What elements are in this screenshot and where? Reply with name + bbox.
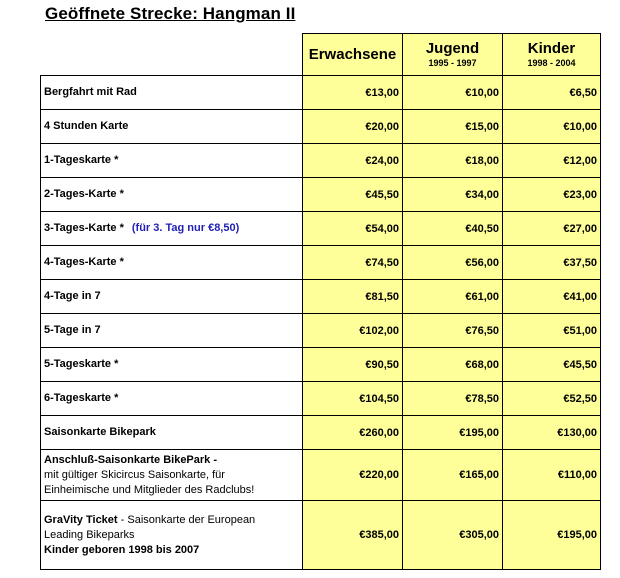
row-label: 2-Tages-Karte * xyxy=(44,188,124,200)
row-label: 4 Stunden Karte xyxy=(44,120,129,132)
price-cell: €6,50 xyxy=(503,76,601,110)
table-row xyxy=(41,314,601,348)
row-label: Anschluß-Saisonkarte BikePark - xyxy=(44,453,218,466)
price-cell: €76,50 xyxy=(403,314,503,348)
row-label-cell xyxy=(41,212,303,246)
price-cell: €68,00 xyxy=(403,348,503,382)
price-cell: €130,00 xyxy=(503,416,601,450)
price-cell: €37,50 xyxy=(503,246,601,280)
row-label: 3-Tages-Karte * xyxy=(44,222,124,234)
table-row xyxy=(41,110,601,144)
row-footer: Kinder geboren 1998 bis 2007 xyxy=(44,543,200,556)
price-cell: €41,00 xyxy=(503,280,601,314)
price-cell: €52,50 xyxy=(503,382,601,416)
header-years: 1998 - 2004 xyxy=(527,58,576,68)
price-cell: €27,00 xyxy=(503,212,601,246)
price-cell: €110,00 xyxy=(503,450,601,501)
row-label: 4-Tages-Karte * xyxy=(44,256,124,268)
price-cell: €385,00 xyxy=(303,501,403,570)
header-kinder xyxy=(503,34,601,76)
price-cell: €24,00 xyxy=(303,144,403,178)
price-cell: €195,00 xyxy=(403,416,503,450)
row-label-cell xyxy=(41,348,303,382)
price-cell: €90,50 xyxy=(303,348,403,382)
header-jugend xyxy=(403,34,503,76)
price-cell: €45,50 xyxy=(503,348,601,382)
row-label: 5-Tage in 7 xyxy=(44,324,101,336)
price-cell: €195,00 xyxy=(503,501,601,570)
table-row xyxy=(41,416,601,450)
row-label-cell xyxy=(41,501,303,570)
row-label: Saisonkarte Bikepark xyxy=(44,426,156,438)
price-cell: €10,00 xyxy=(503,110,601,144)
table-row xyxy=(41,76,601,110)
header-label: Jugend xyxy=(425,40,480,57)
row-label-cell xyxy=(41,382,303,416)
table-row xyxy=(41,450,601,501)
price-cell: €78,50 xyxy=(403,382,503,416)
price-cell: €104,50 xyxy=(303,382,403,416)
row-label-cell xyxy=(41,246,303,280)
price-cell: €45,50 xyxy=(303,178,403,212)
table-row xyxy=(41,178,601,212)
price-cell: €165,00 xyxy=(403,450,503,501)
row-description: Einheimische und Mitglieder des Radclubs! xyxy=(44,483,255,496)
price-cell: €305,00 xyxy=(403,501,503,570)
price-table xyxy=(40,33,601,570)
price-cell: €260,00 xyxy=(303,416,403,450)
price-cell: €220,00 xyxy=(303,450,403,501)
price-cell: €10,00 xyxy=(403,76,503,110)
header-years: 1995 - 1997 xyxy=(428,58,477,68)
row-label-cell xyxy=(41,110,303,144)
price-cell: €20,00 xyxy=(303,110,403,144)
table-row xyxy=(41,501,601,570)
row-label: 1-Tageskarte * xyxy=(44,154,119,166)
header-erwachsene xyxy=(303,34,403,76)
row-label: 6-Tageskarte * xyxy=(44,392,119,404)
row-label-cell xyxy=(41,450,303,501)
row-label: Bergfahrt mit Rad xyxy=(44,86,137,98)
row-label: GraVity Ticket xyxy=(44,513,118,526)
row-label: 4-Tage in 7 xyxy=(44,290,101,302)
table-row xyxy=(41,382,601,416)
row-label-rest: - Saisonkarte der European xyxy=(117,513,256,526)
price-cell: €74,50 xyxy=(303,246,403,280)
table-row xyxy=(41,246,601,280)
price-cell: €23,00 xyxy=(503,178,601,212)
row-description: mit gültiger Skicircus Saisonkarte, für xyxy=(44,468,225,481)
row-label-cell xyxy=(41,144,303,178)
row-label-cell xyxy=(41,280,303,314)
corner-cell xyxy=(41,34,303,76)
price-cell: €81,50 xyxy=(303,280,403,314)
row-label-cell xyxy=(41,76,303,110)
row-label-cell xyxy=(41,178,303,212)
price-cell: €13,00 xyxy=(303,76,403,110)
price-cell: €51,00 xyxy=(503,314,601,348)
price-cell: €56,00 xyxy=(403,246,503,280)
price-cell: €102,00 xyxy=(303,314,403,348)
price-cell: €12,00 xyxy=(503,144,601,178)
table-row xyxy=(41,280,601,314)
page-title: Geöffnete Strecke: Hangman II xyxy=(45,4,296,23)
row-label-cell xyxy=(41,314,303,348)
table-row xyxy=(41,144,601,178)
price-cell: €40,50 xyxy=(403,212,503,246)
header-row xyxy=(41,34,601,76)
price-cell: €34,00 xyxy=(403,178,503,212)
row-description: Leading Bikeparks xyxy=(44,528,135,541)
price-cell: €18,00 xyxy=(403,144,503,178)
row-label-cell xyxy=(41,416,303,450)
row-label: 5-Tageskarte * xyxy=(44,358,119,370)
table-row xyxy=(41,348,601,382)
table-row xyxy=(41,212,601,246)
header-label: Erwachsene xyxy=(308,46,397,63)
row-note: (für 3. Tag nur €8,50) xyxy=(131,222,240,234)
price-cell: €61,00 xyxy=(403,280,503,314)
price-cell: €54,00 xyxy=(303,212,403,246)
header-label: Kinder xyxy=(527,40,576,57)
price-cell: €15,00 xyxy=(403,110,503,144)
